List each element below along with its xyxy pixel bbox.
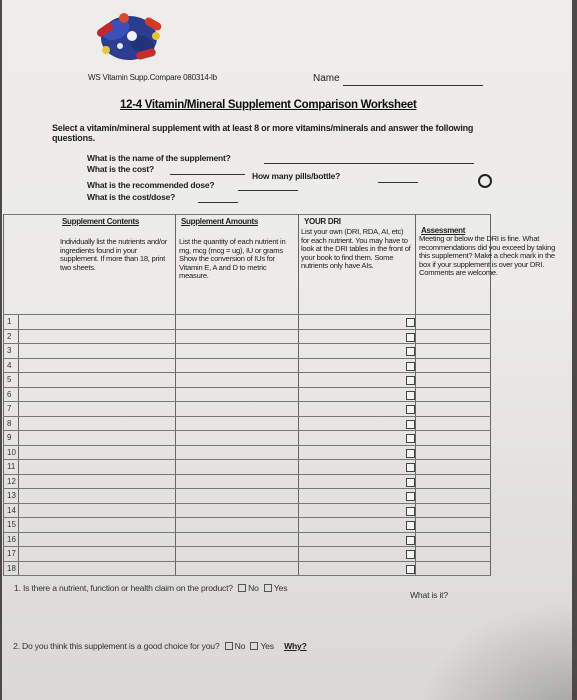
row-number: 2 — [7, 331, 12, 341]
assessment-checkbox[interactable] — [406, 420, 415, 429]
row-number: 15 — [7, 520, 16, 529]
assessment-checkbox[interactable] — [406, 550, 415, 559]
column-header-assessment: Assessment — [421, 226, 466, 235]
table-row-line — [3, 546, 491, 547]
header-bottom-border — [3, 314, 491, 315]
health-claim-yes-checkbox[interactable] — [264, 584, 272, 592]
row-number: 18 — [7, 563, 16, 573]
assessment-checkbox[interactable] — [406, 536, 415, 545]
row-number: 7 — [7, 404, 12, 413]
row-number: 5 — [7, 375, 12, 384]
col-divider-1 — [175, 214, 176, 576]
table-row-line — [3, 517, 491, 518]
assessment-checkbox[interactable] — [406, 434, 415, 443]
assessment-checkbox[interactable] — [406, 405, 415, 414]
table-row-line — [3, 416, 491, 417]
table-row-line — [3, 575, 491, 576]
row-number: 4 — [7, 360, 12, 370]
column-desc-dri: List your own (DRI, RDA, AI, etc) for each nutrient. You may have to look at the DRI tables in the front of your book to find them. Some nutrients only have AIs. — [301, 227, 411, 271]
row-number: 6 — [7, 389, 12, 399]
row-number: 3 — [7, 346, 12, 355]
table-row-line — [3, 532, 491, 533]
health-claim-no-checkbox[interactable] — [238, 584, 246, 592]
table-row-line — [3, 372, 491, 373]
good-choice-yes-checkbox[interactable] — [250, 642, 258, 650]
table-row-line — [3, 488, 491, 489]
column-header-amounts: Supplement Amounts — [181, 217, 258, 226]
question-good-choice — [13, 641, 307, 651]
good-choice-no-checkbox[interactable] — [225, 642, 233, 650]
question-recommended-dose: What is the recommended dose? — [87, 180, 215, 190]
health-claim-what-label: What is it? — [410, 590, 448, 600]
instructions-text: Select a vitamin/mineral supplement with at least 8 or more vitamins/minerals and answer the following questions. — [52, 123, 474, 143]
row-number: 9 — [7, 433, 12, 442]
cost-field[interactable] — [170, 174, 245, 175]
row-number: 8 — [7, 418, 12, 428]
health-claim-yes-label: Yes — [273, 583, 288, 593]
assessment-checkbox[interactable] — [406, 463, 415, 472]
column-header-dri: YOUR DRI — [304, 217, 341, 226]
col-divider-3 — [415, 214, 416, 576]
question-supplement-name: What is the name of the supplement? — [87, 153, 231, 163]
worksheet-page — [2, 0, 572, 700]
good-choice-why-label: Why? — [284, 641, 307, 651]
question-cost: What is the cost? — [87, 164, 154, 174]
name-field[interactable] — [343, 85, 483, 86]
vitamin-pills-logo — [84, 6, 174, 66]
row-number: 11 — [7, 462, 16, 471]
assessment-checkbox[interactable] — [406, 449, 415, 458]
table-row-line — [3, 430, 491, 431]
table-row-line — [3, 459, 491, 460]
health-claim-no-label: No — [248, 583, 259, 593]
assessment-checkbox[interactable] — [406, 347, 415, 356]
table-row-line — [3, 401, 491, 402]
row-number: 17 — [7, 549, 16, 558]
row-number: 16 — [7, 534, 16, 544]
assessment-checkbox[interactable] — [406, 391, 415, 400]
table-row-line — [3, 503, 491, 504]
assessment-checkbox[interactable] — [406, 565, 415, 574]
column-desc-assessment: Meeting or below the DRI is fine. What recommendations did you exceed by taking this supplement? Make a check mark in the box if your supplement is over your DRI. Comments are welcome. — [419, 234, 556, 278]
assessment-checkbox[interactable] — [406, 376, 415, 385]
health-claim-text: 1. Is there a nutrient, function or health claim on the product? — [14, 583, 233, 593]
supplement-table — [3, 214, 556, 576]
cost-per-dose-field[interactable] — [198, 202, 238, 203]
recommended-dose-field[interactable] — [238, 190, 298, 191]
column-desc-contents: Individually list the nutrients and/or ingredients found in your supplement. If more than 18, print two sheets. — [60, 237, 168, 272]
course-code-line: WS Vitamin Supp.Compare 080314-lb — [88, 73, 217, 82]
good-choice-no-label: No — [234, 641, 246, 651]
table-row-line — [3, 474, 491, 475]
good-choice-text: 2. Do you think this supplement is a good choice for you? — [13, 641, 220, 651]
row-number: 10 — [7, 447, 16, 457]
col-divider-2 — [298, 214, 299, 576]
row-number: 1 — [7, 317, 12, 326]
row-number: 14 — [7, 505, 16, 515]
assessment-checkbox[interactable] — [406, 318, 415, 327]
table-row-line — [3, 387, 491, 388]
table-row-line — [3, 343, 491, 344]
worksheet-title: 12-4 Vitamin/Mineral Supplement Comparison Worksheet — [120, 99, 417, 111]
row-number: 12 — [7, 476, 16, 486]
table-row-line — [3, 445, 491, 446]
assessment-checkbox[interactable] — [406, 362, 415, 371]
pills-per-bottle-field[interactable] — [378, 182, 418, 183]
question-health-claim — [14, 583, 287, 593]
table-row-line — [3, 329, 491, 330]
page-shadow — [416, 600, 572, 700]
table-row-line — [3, 358, 491, 359]
good-choice-yes-label: Yes — [260, 641, 274, 651]
assessment-checkbox[interactable] — [406, 492, 415, 501]
assessment-checkbox[interactable] — [406, 478, 415, 487]
assessment-checkbox[interactable] — [406, 333, 415, 342]
supplement-name-field[interactable] — [264, 163, 474, 164]
question-cost-per-dose: What is the cost/dose? — [87, 192, 176, 202]
table-row-line — [3, 561, 491, 562]
assessment-checkbox[interactable] — [406, 521, 415, 530]
table-left-border — [3, 214, 4, 576]
circle-mark — [478, 174, 492, 188]
question-pills-per-bottle: How many pills/bottle? — [252, 171, 341, 181]
column-desc-amounts: List the quantity of each nutrient in mg, mcg (mcg = ug), IU or grams Show the conversion of IUs for Vitamin E, A and D to metric measure. — [179, 237, 286, 281]
table-top-border — [3, 214, 491, 215]
row-number: 13 — [7, 491, 16, 500]
column-header-contents: Supplement Contents — [62, 217, 139, 226]
name-label: Name — [313, 73, 340, 84]
assessment-checkbox[interactable] — [406, 507, 415, 516]
